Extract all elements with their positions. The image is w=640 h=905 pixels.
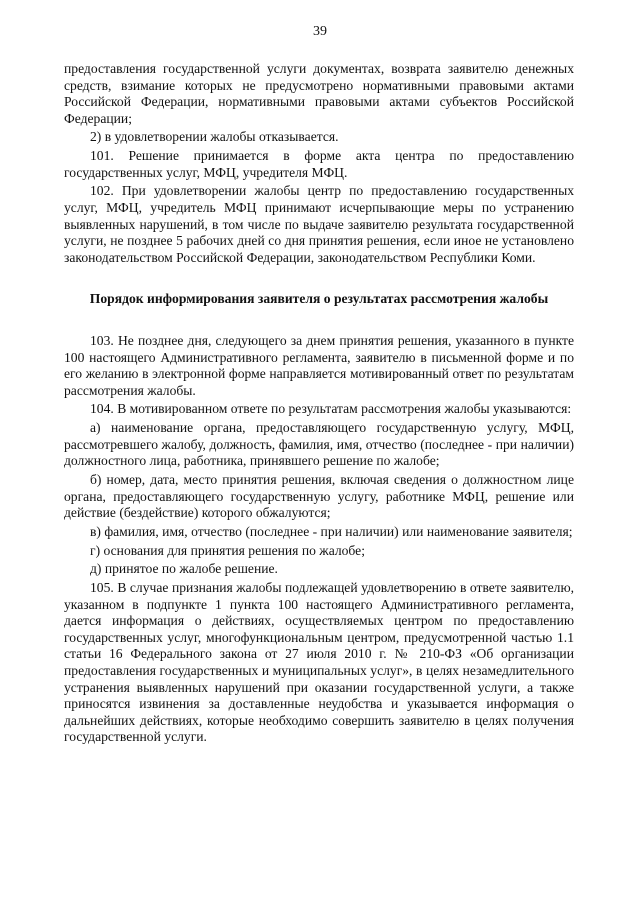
document-body	[64, 61, 574, 748]
paragraph-top-1: предоставления государственной услуги документах, возврата заявителю денежных средств, взимание которых не предусмотрено нормативными правовыми актами Российской Федерации, нормативными правовыми актами субъектов Российской Федерации;	[64, 61, 574, 126]
list-item-v: в) фамилия, имя, отчество (последнее - при наличии) или наименование заявителя;	[90, 523, 573, 539]
section-heading: Порядок информирования заявителя о результатах рассмотрения жалобы	[89, 291, 549, 307]
paragraph-101: 101. Решение принимается в форме акта центра по предоставлению государственных услуг, МФЦ, учредителя МФЦ.	[64, 148, 574, 180]
paragraph-105: 105. В случае признания жалобы подлежащей удовлетворению в ответе заявителю, указанном в подпункте 1 пункта 100 настоящего Административного регламента, дается информация о действиях, осуществляемых центром по предоставлению государственных услуг, многофункциональным центром, предусмотренной частью 1.1 статьи 16 Федерального закона от 27 июля 2010 г. № 210-ФЗ «Об организации предоставления государственных и муниципальных услуг», в целях незамедлительного устранения выявленных нарушений при оказании государственной услуги, а также приносятся извинения за доставленные неудобства и указывается информация о дальнейших действиях, которые необходимо совершить заявителю в целях получения государственной услуги.	[64, 579, 574, 745]
paragraph-top-2: 2) в удовлетворении жалобы отказывается.	[90, 129, 339, 145]
paragraph-104: 104. В мотивированном ответе по результатам рассмотрения жалобы указываются:	[90, 401, 572, 417]
list-item-b: б) номер, дата, место принятия решения, включая сведения о должностном лице органа, предоставляющего государственную услугу, работнике МФЦ, решение или действие (бездействие) которого обжалуются;	[64, 472, 574, 521]
paragraph-102: 102. При удовлетворении жалобы центр по предоставлению государственных услуг, МФЦ, учредитель МФЦ принимают исчерпывающие меры по устранению выявленных нарушений, в том числе по выдаче заявителю результата государственной услуги, не позднее 5 рабочих дней со дня принятия решения, если иное не установлено законодательством Российской Федерации, законодательством Республики Коми.	[64, 183, 574, 265]
list-item-a: а) наименование органа, предоставляющего государственную услугу, МФЦ, рассмотревшего жалобу, должность, фамилия, имя, отчество (последнее - при наличии) должностного лица, работника, принявшего решение по жалобе;	[64, 420, 574, 469]
paragraph-103: 103. Не позднее дня, следующего за днем принятия решения, указанного в пункте 100 настоящего Административного регламента, заявителю в письменной форме и по его желанию в электронной форме направляется мотивированный ответ по результатам рассмотрения жалобы.	[64, 333, 574, 398]
page-number: 39	[313, 24, 327, 39]
list-item-g: г) основания для принятия решения по жалобе;	[90, 542, 365, 558]
list-item-d: д) принятое по жалобе решение.	[90, 561, 278, 577]
